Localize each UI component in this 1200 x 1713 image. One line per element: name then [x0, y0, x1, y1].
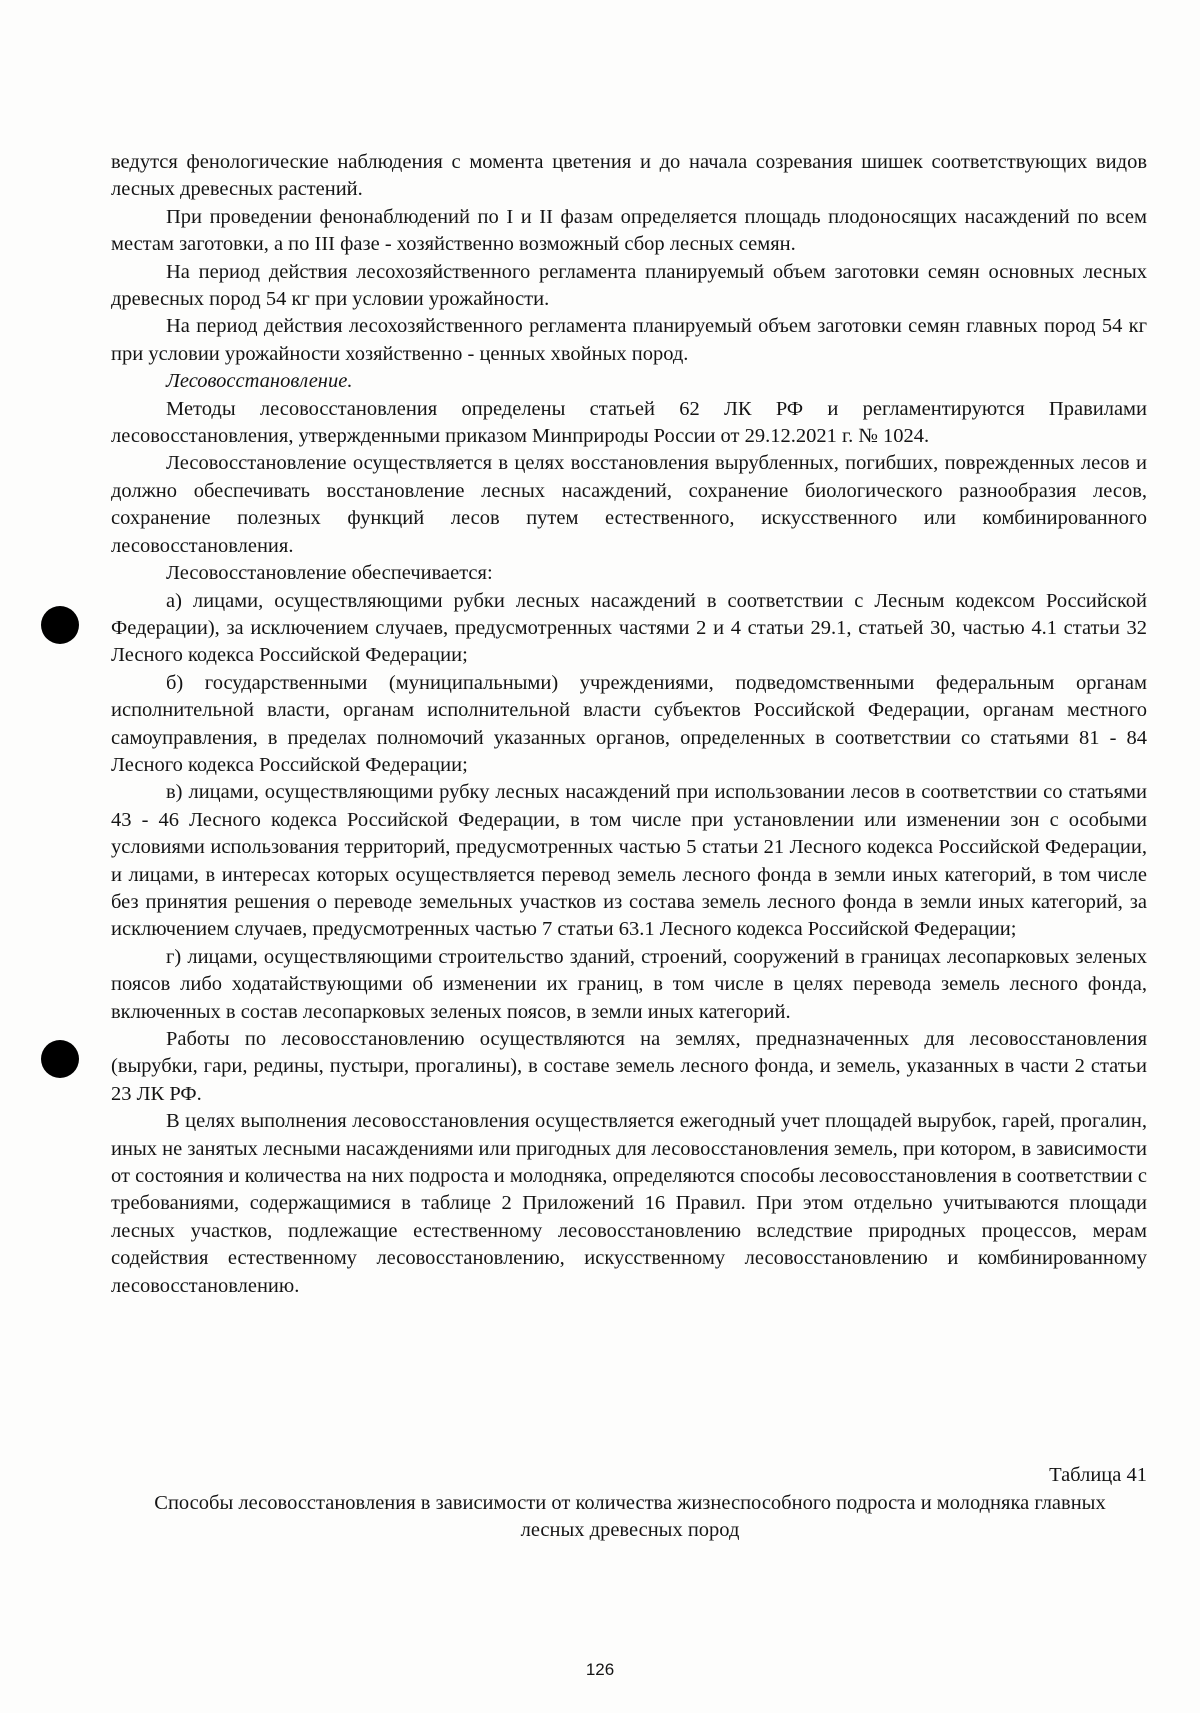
paragraph: При проведении фенонаблюдений по I и II фазам определяется площадь плодоносящих насаждений по всем местам заготовки, а по III фазе - хозяйственно возможный сбор лесных семян. — [111, 205, 1147, 256]
table-label: Таблица 41 — [1049, 1464, 1147, 1486]
paragraph: Лесовосстановление обеспечивается: — [166, 562, 493, 585]
list-item-b: б) государственными (муниципальными) учреждениями, подведомственными федеральным органам исполнительной власти, органам исполнительной власти субъектов Российской Федерации, органам местного самоуправления, в пределах полномочий указанных органов, определенных в соответствии со статьями 81 - 84 Лесного кодекса Российской Федерации; — [111, 671, 1147, 776]
page-number: 126 — [585, 1660, 615, 1679]
punch-hole-mark — [41, 606, 79, 644]
paragraph: Методы лесовосстановления определены статьей 62 ЛК РФ и регламентируются Правилами лесовосстановления, утвержденными приказом Минприроды России от 29.12.2021 г. № 1024. — [111, 397, 1147, 448]
list-item-a: а) лицами, осуществляющими рубки лесных насаждений в соответствии с Лесным кодексом Российской Федерации), за исключением случаев, предусмотренных частями 2 и 4 статьи 29.1, статьей 30, частью 4.1 статьи 32 Лесного кодекса Российской Федерации; — [111, 589, 1147, 667]
paragraph: На период действия лесохозяйственного регламента планируемый объем заготовки семян основных лесных древесных пород 54 кг при условии урожайности. — [111, 260, 1147, 311]
list-item-g: г) лицами, осуществляющими строительство зданий, строений, сооружений в границах лесопарковых зеленых поясов либо ходатайствующими об изменении их границ, в том числе в целях перевода земель лесного фонда, включенных в состав лесопарковых зеленых поясов, в земли иных категорий. — [111, 945, 1147, 1023]
paragraph: В целях выполнения лесовосстановления осуществляется ежегодный учет площадей вырубок, гарей, прогалин, иных не занятых лесными насаждениями или пригодных для лесовосстановления земель, при котором, в зависимости от состояния и количества на них подроста и молодняка, определяются способы лесовосстановления в соответствии с требованиями, содержащимися в таблице 2 Приложений 16 Правил. При этом отдельно учитываются площади лесных участков, подлежащие естественному лесовосстановлению вследствие природных процессов, мерам содействия естественному лесовосстановлению, искусственному лесовосстановлению и комбинированному лесовосстановлению. — [111, 1110, 1147, 1297]
list-item-v: в) лицами, осуществляющими рубку лесных насаждений при использовании лесов в соответствии со статьями 43 - 46 Лесного кодекса Российской Федерации, в том числе при установлении или изменении зон с особыми условиями использования территорий, предусмотренных частью 5 статьи 21 Лесного кодекса Российской Федерации, и лицами, в интересах которых осуществляется перевод земель лесного фонда в земли иных категорий, в том числе без принятия решения о переводе земельных участков из состава земель лесного фонда в земли иных категорий, за исключением случаев, предусмотренных частью 7 статьи 63.1 Лесного кодекса Российской Федерации; — [111, 781, 1147, 941]
table-title: Способы лесовосстановления в зависимости от количества жизнеспособного подроста и молодняка главных лесных древесных пород — [154, 1492, 1106, 1542]
paragraph: На период действия лесохозяйственного регламента планируемый объем заготовки семян главных пород 54 кг при условии урожайности хозяйственно - ценных хвойных пород. — [111, 315, 1147, 365]
body-text — [111, 149, 1147, 1300]
punch-hole-mark — [41, 1040, 79, 1078]
section-heading: Лесовосстановление. — [166, 370, 353, 393]
paragraph: Лесовосстановление осуществляется в целях восстановления вырубленных, погибших, поврежденных лесов и должно обеспечивать восстановление лесных насаждений, сохранение биологического разнообразия лесов, сохранение полезных функций лесов путем естественного, искусственного или комбинированного лесовосстановления. — [111, 452, 1147, 557]
paragraph: ведутся фенологические наблюдения с момента цветения и до начала созревания шишек соответствующих видов лесных древесных растений. — [111, 151, 1147, 201]
paragraph: Работы по лесовосстановлению осуществляются на землях, предназначенных для лесовосстановления (вырубки, гари, редины, пустыри, прогалины), в составе земель лесного фонда, и земель, указанных в части 2 статьи 23 ЛК РФ. — [111, 1028, 1147, 1105]
